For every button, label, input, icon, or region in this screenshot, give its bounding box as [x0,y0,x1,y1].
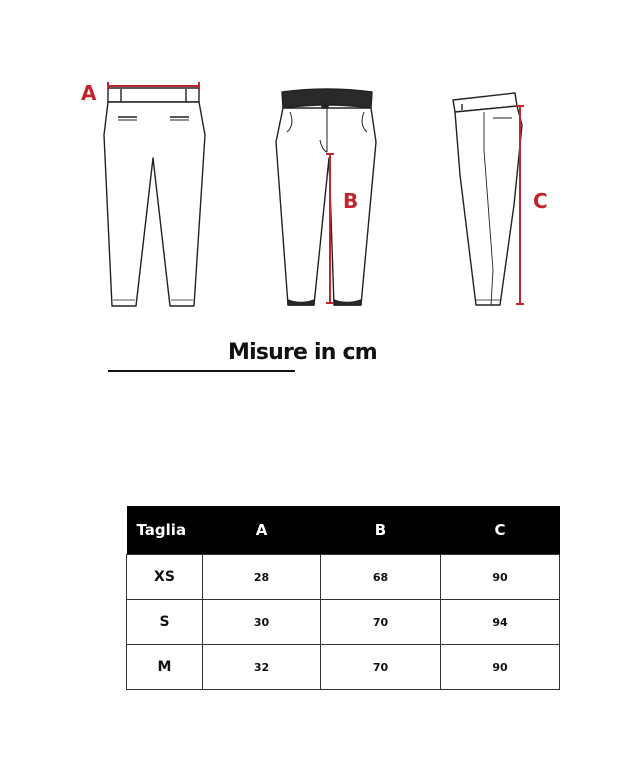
pants-diagrams [0,0,620,330]
value-cell: 30 [203,600,321,645]
value-cell: 90 [441,645,560,690]
size-cell: M [127,645,203,690]
table-row [127,555,560,600]
title-underline [108,370,295,372]
size-cell: S [127,600,203,645]
header-b: B [321,506,441,555]
measure-a-label: A [81,81,97,105]
value-cell: 90 [441,555,560,600]
header-taglia: Taglia [127,506,203,555]
table-row [127,600,560,645]
value-cell: 94 [441,600,560,645]
header-a: A [203,506,321,555]
pants-side-view [453,93,522,305]
measure-b-label: B [343,189,359,213]
value-cell: 28 [203,555,321,600]
table-header-row [127,506,560,555]
table-row [127,645,560,690]
size-table [126,506,560,690]
size-cell: XS [127,555,203,600]
pants-illustrations [0,0,620,330]
value-cell: 70 [321,645,441,690]
pants-front-view [276,89,376,305]
value-cell: 68 [321,555,441,600]
header-c: C [441,506,560,555]
pants-back-view [104,88,205,306]
value-cell: 32 [203,645,321,690]
measure-c-label: C [533,189,548,213]
value-cell: 70 [321,600,441,645]
page-title: Misure in cm [228,340,377,365]
